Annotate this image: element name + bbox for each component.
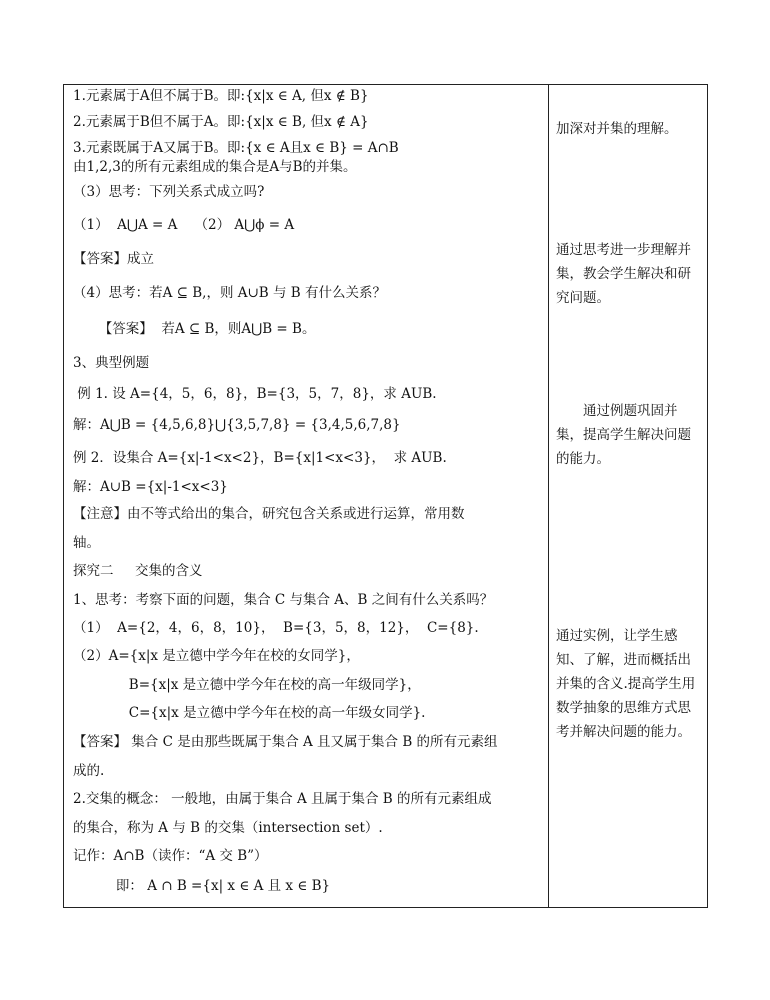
text-line: 1.元素属于A但不属于B。即:{x|x ∈ A, 但x ∉ B} xyxy=(73,88,369,104)
text-line: （3）思考：下列关系式成立吗? xyxy=(73,184,265,200)
text-line: 3、典型例题 xyxy=(73,355,150,371)
note-intersection xyxy=(556,624,698,744)
text-line: （4）思考：若A ⊆ B,，则 A∪B 与 B 有什么关系？ xyxy=(73,285,387,301)
note-union-understanding xyxy=(556,117,698,141)
text-line: 探究二 交集的含义 xyxy=(73,563,203,579)
text-line: 记作：A∩B（读作：“A 交 B”） xyxy=(73,848,268,864)
text-line: 【答案】 若A ⊆ B，则A⋃B = B。 xyxy=(73,321,316,337)
lesson-table xyxy=(63,84,708,908)
text-line: 解：A∪B ={x|-1<x<3} xyxy=(73,479,228,495)
text-line: 由1,2,3的所有元素组成的集合是A与B的并集。 xyxy=(73,159,357,175)
text-line: 【答案】 集合 C 是由那些既属于集合 A 且又属于集合 B 的所有元素组 xyxy=(73,734,498,750)
note-text: 加深对并集的理解。 xyxy=(556,121,678,137)
text-line: 【注意】由不等式给出的集合，研究包含关系或进行运算，常用数 xyxy=(73,506,465,522)
text-line: 3.元素既属于A又属于B。即:{x ∈ A且x ∈ B} = A∩B xyxy=(73,140,399,156)
text-line: 轴。 xyxy=(73,535,100,551)
note-example xyxy=(556,399,698,471)
text-line: 【答案】成立 xyxy=(73,251,154,267)
text-line: （1） A⋃A = A （2） A⋃ϕ = A xyxy=(73,217,295,233)
note-text: 通过实例，让学生感知、了解，进而概括出并集的含义.提高学生用数学抽象的思维方式思考并解决问题的能力。 xyxy=(556,628,696,740)
note-text: 通过例题巩固并集，提高学生解决问题的能力。 xyxy=(556,403,691,467)
text-line: B={x|x 是立德中学今年在校的高一年级同学}， xyxy=(73,677,421,693)
note-union-thinking xyxy=(556,238,698,310)
text-line: 即： A ∩ B ={x| x ∈ A 且 x ∈ B} xyxy=(73,878,331,894)
column-divider xyxy=(548,84,549,908)
text-line: 例 2．设集合 A={x|-1<x<2}，B={x|1<x<3}， 求 AUB. xyxy=(73,450,447,466)
text-line: 的集合，称为 A 与 B 的交集（intersection set）. xyxy=(73,820,383,836)
text-line: （2）A={x|x 是立德中学今年在校的女同学}， xyxy=(73,648,360,664)
text-line: 解：A⋃B = {4,5,6,8}⋃{3,5,7,8} = {3,4,5,6,7,8} xyxy=(73,417,401,433)
note-text: 通过思考进一步理解并集，教会学生解决和研究问题。 xyxy=(556,242,691,306)
text-line: 2.交集的概念： 一般地，由属于集合 A 且属于集合 B 的所有元素组成 xyxy=(73,791,492,807)
text-line: 2.元素属于B但不属于A。即:{x|x ∈ B, 但x ∉ A} xyxy=(73,114,369,130)
text-line: 成的. xyxy=(73,763,105,779)
text-line: 1、思考：考察下面的问题，集合 C 与集合 A、B 之间有什么关系吗？ xyxy=(73,592,494,608)
text-line: 例 1. 设 A={4，5，6，8}，B={3，5，7，8}，求 AUB. xyxy=(73,386,437,402)
text-line: C={x|x 是立德中学今年在校的高一年级女同学}. xyxy=(73,705,426,721)
text-line: （1） A={2，4，6，8，10}， B={3，5，8，12}， C={8}. xyxy=(73,620,479,636)
